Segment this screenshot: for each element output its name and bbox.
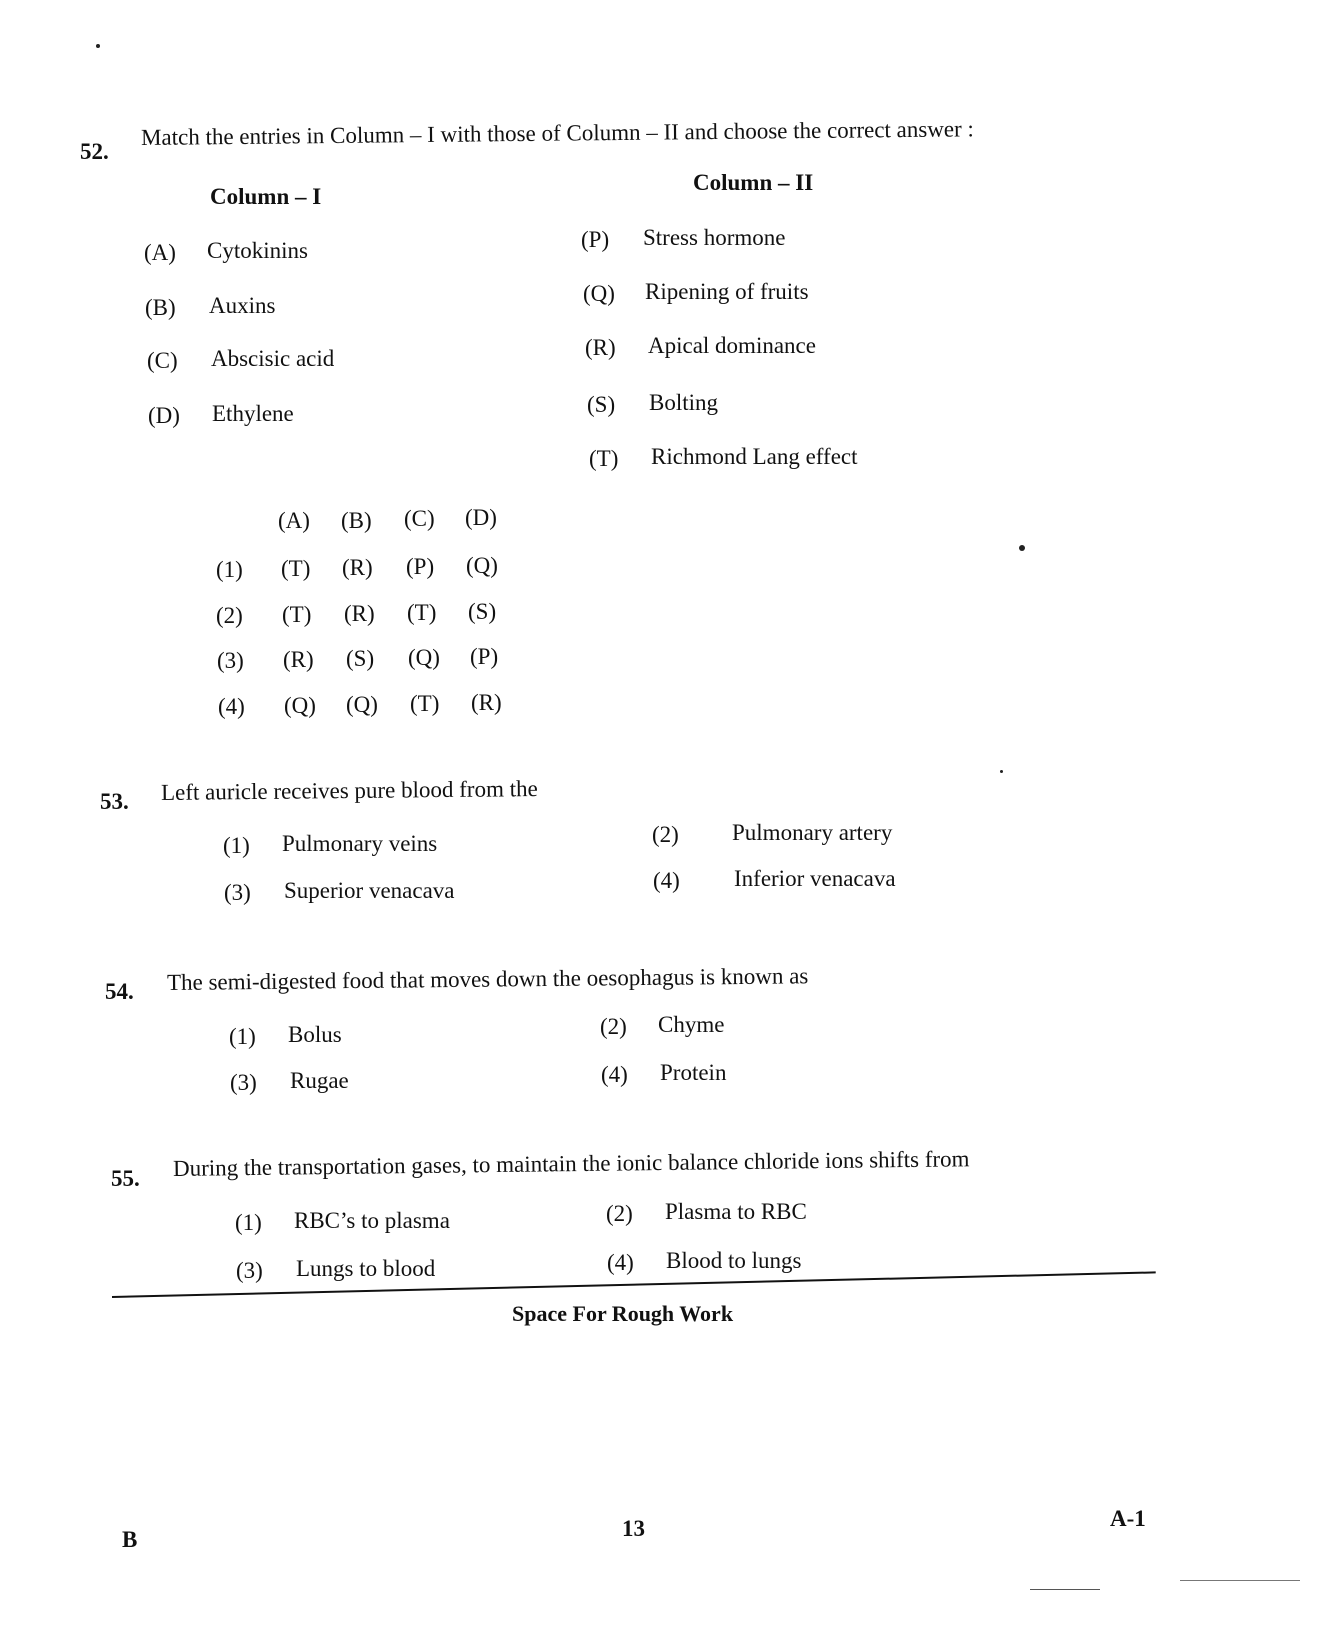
option-key[interactable]: (2)	[652, 822, 679, 847]
col2-key: (R)	[585, 335, 616, 360]
question-53-number: 53.	[100, 789, 129, 814]
table-cell: (P)	[406, 554, 435, 579]
paper-code: A-1	[1110, 1506, 1146, 1531]
col1-key: (D)	[148, 403, 180, 428]
scan-mark	[1030, 1589, 1100, 1590]
scan-speck	[1019, 545, 1025, 551]
question-54-text: The semi-digested food that moves down the oesophagus is known as	[166, 963, 809, 995]
scan-mark	[1180, 1580, 1300, 1581]
page-number: 13	[622, 1516, 645, 1541]
table-cell: (T)	[281, 556, 311, 581]
option-key[interactable]: (4)	[607, 1250, 634, 1275]
divider-line	[112, 1271, 1156, 1298]
table-header: (A)	[278, 508, 310, 533]
option-key[interactable]: (3)	[236, 1258, 263, 1283]
col2-key: (S)	[587, 392, 616, 417]
table-cell: (T)	[407, 600, 437, 625]
option-3-label[interactable]: (3)	[217, 648, 244, 673]
option-text: Inferior venacava	[734, 866, 896, 891]
col1-key: (C)	[147, 348, 178, 373]
table-cell: (S)	[468, 599, 497, 624]
option-text: Superior venacava	[284, 878, 455, 903]
table-cell: (R)	[283, 647, 314, 672]
option-key[interactable]: (4)	[653, 868, 680, 893]
scan-speck	[1000, 770, 1003, 773]
column-2-header: Column – II	[693, 170, 814, 195]
option-1-label[interactable]: (1)	[216, 557, 243, 582]
table-cell: (Q)	[466, 553, 498, 578]
col2-key: (P)	[581, 227, 610, 252]
col2-key: (Q)	[583, 281, 615, 306]
scan-speck	[96, 44, 100, 48]
option-text: Rugae	[290, 1068, 349, 1093]
option-key[interactable]: (2)	[606, 1201, 633, 1226]
option-key[interactable]: (2)	[600, 1014, 627, 1039]
table-cell: (P)	[470, 644, 499, 669]
option-4-label[interactable]: (4)	[218, 694, 245, 719]
table-cell: (R)	[471, 690, 502, 715]
table-header: (B)	[341, 508, 372, 533]
option-text: Pulmonary veins	[282, 831, 438, 856]
col1-text: Abscisic acid	[211, 346, 335, 371]
question-53-text: Left auricle receives pure blood from the	[160, 776, 538, 805]
col2-text: Ripening of fruits	[645, 279, 809, 304]
option-text: Lungs to blood	[296, 1256, 436, 1281]
option-2-label[interactable]: (2)	[216, 603, 243, 628]
table-cell: (R)	[344, 601, 375, 626]
option-text: Bolus	[288, 1022, 342, 1047]
col1-text: Cytokinins	[207, 238, 308, 263]
col2-key: (T)	[589, 446, 619, 471]
question-55-text: During the transportation gases, to maintain the ionic balance chloride ions shifts from	[172, 1146, 970, 1181]
option-text: Blood to lungs	[666, 1248, 802, 1273]
option-text: Pulmonary artery	[732, 820, 893, 845]
column-1-header: Column – I	[210, 184, 322, 209]
series-label: B	[122, 1527, 138, 1552]
table-header: (D)	[465, 505, 497, 530]
table-cell: (S)	[346, 646, 375, 671]
option-key[interactable]: (3)	[224, 880, 251, 905]
option-key[interactable]: (1)	[235, 1210, 262, 1235]
option-key[interactable]: (4)	[601, 1062, 628, 1087]
question-54-number: 54.	[105, 979, 134, 1004]
table-cell: (R)	[342, 555, 373, 580]
question-55-number: 55.	[111, 1166, 140, 1191]
table-header: (C)	[404, 506, 435, 531]
col1-text: Ethylene	[212, 401, 294, 426]
col1-key: (A)	[144, 240, 176, 265]
option-key[interactable]: (3)	[230, 1070, 257, 1095]
col2-text: Apical dominance	[648, 333, 816, 358]
option-key[interactable]: (1)	[223, 833, 250, 858]
question-52-text: Match the entries in Column – I with those of Column – II and choose the correct answer :	[140, 116, 975, 150]
rough-work-label: Space For Rough Work	[512, 1301, 734, 1326]
option-key[interactable]: (1)	[229, 1024, 256, 1049]
col2-text: Stress hormone	[643, 225, 786, 250]
option-text: RBC’s to plasma	[294, 1208, 450, 1233]
table-cell: (Q)	[408, 645, 440, 670]
question-52-number: 52.	[80, 139, 109, 164]
col2-text: Bolting	[649, 390, 719, 415]
table-cell: (Q)	[346, 692, 378, 717]
col1-text: Auxins	[209, 293, 276, 318]
option-text: Chyme	[658, 1012, 725, 1037]
option-text: Plasma to RBC	[665, 1199, 807, 1224]
col2-text: Richmond Lang effect	[651, 444, 858, 469]
option-text: Protein	[660, 1060, 727, 1085]
col1-key: (B)	[145, 295, 176, 320]
table-cell: (Q)	[284, 693, 316, 718]
table-cell: (T)	[410, 691, 440, 716]
table-cell: (T)	[282, 602, 312, 627]
